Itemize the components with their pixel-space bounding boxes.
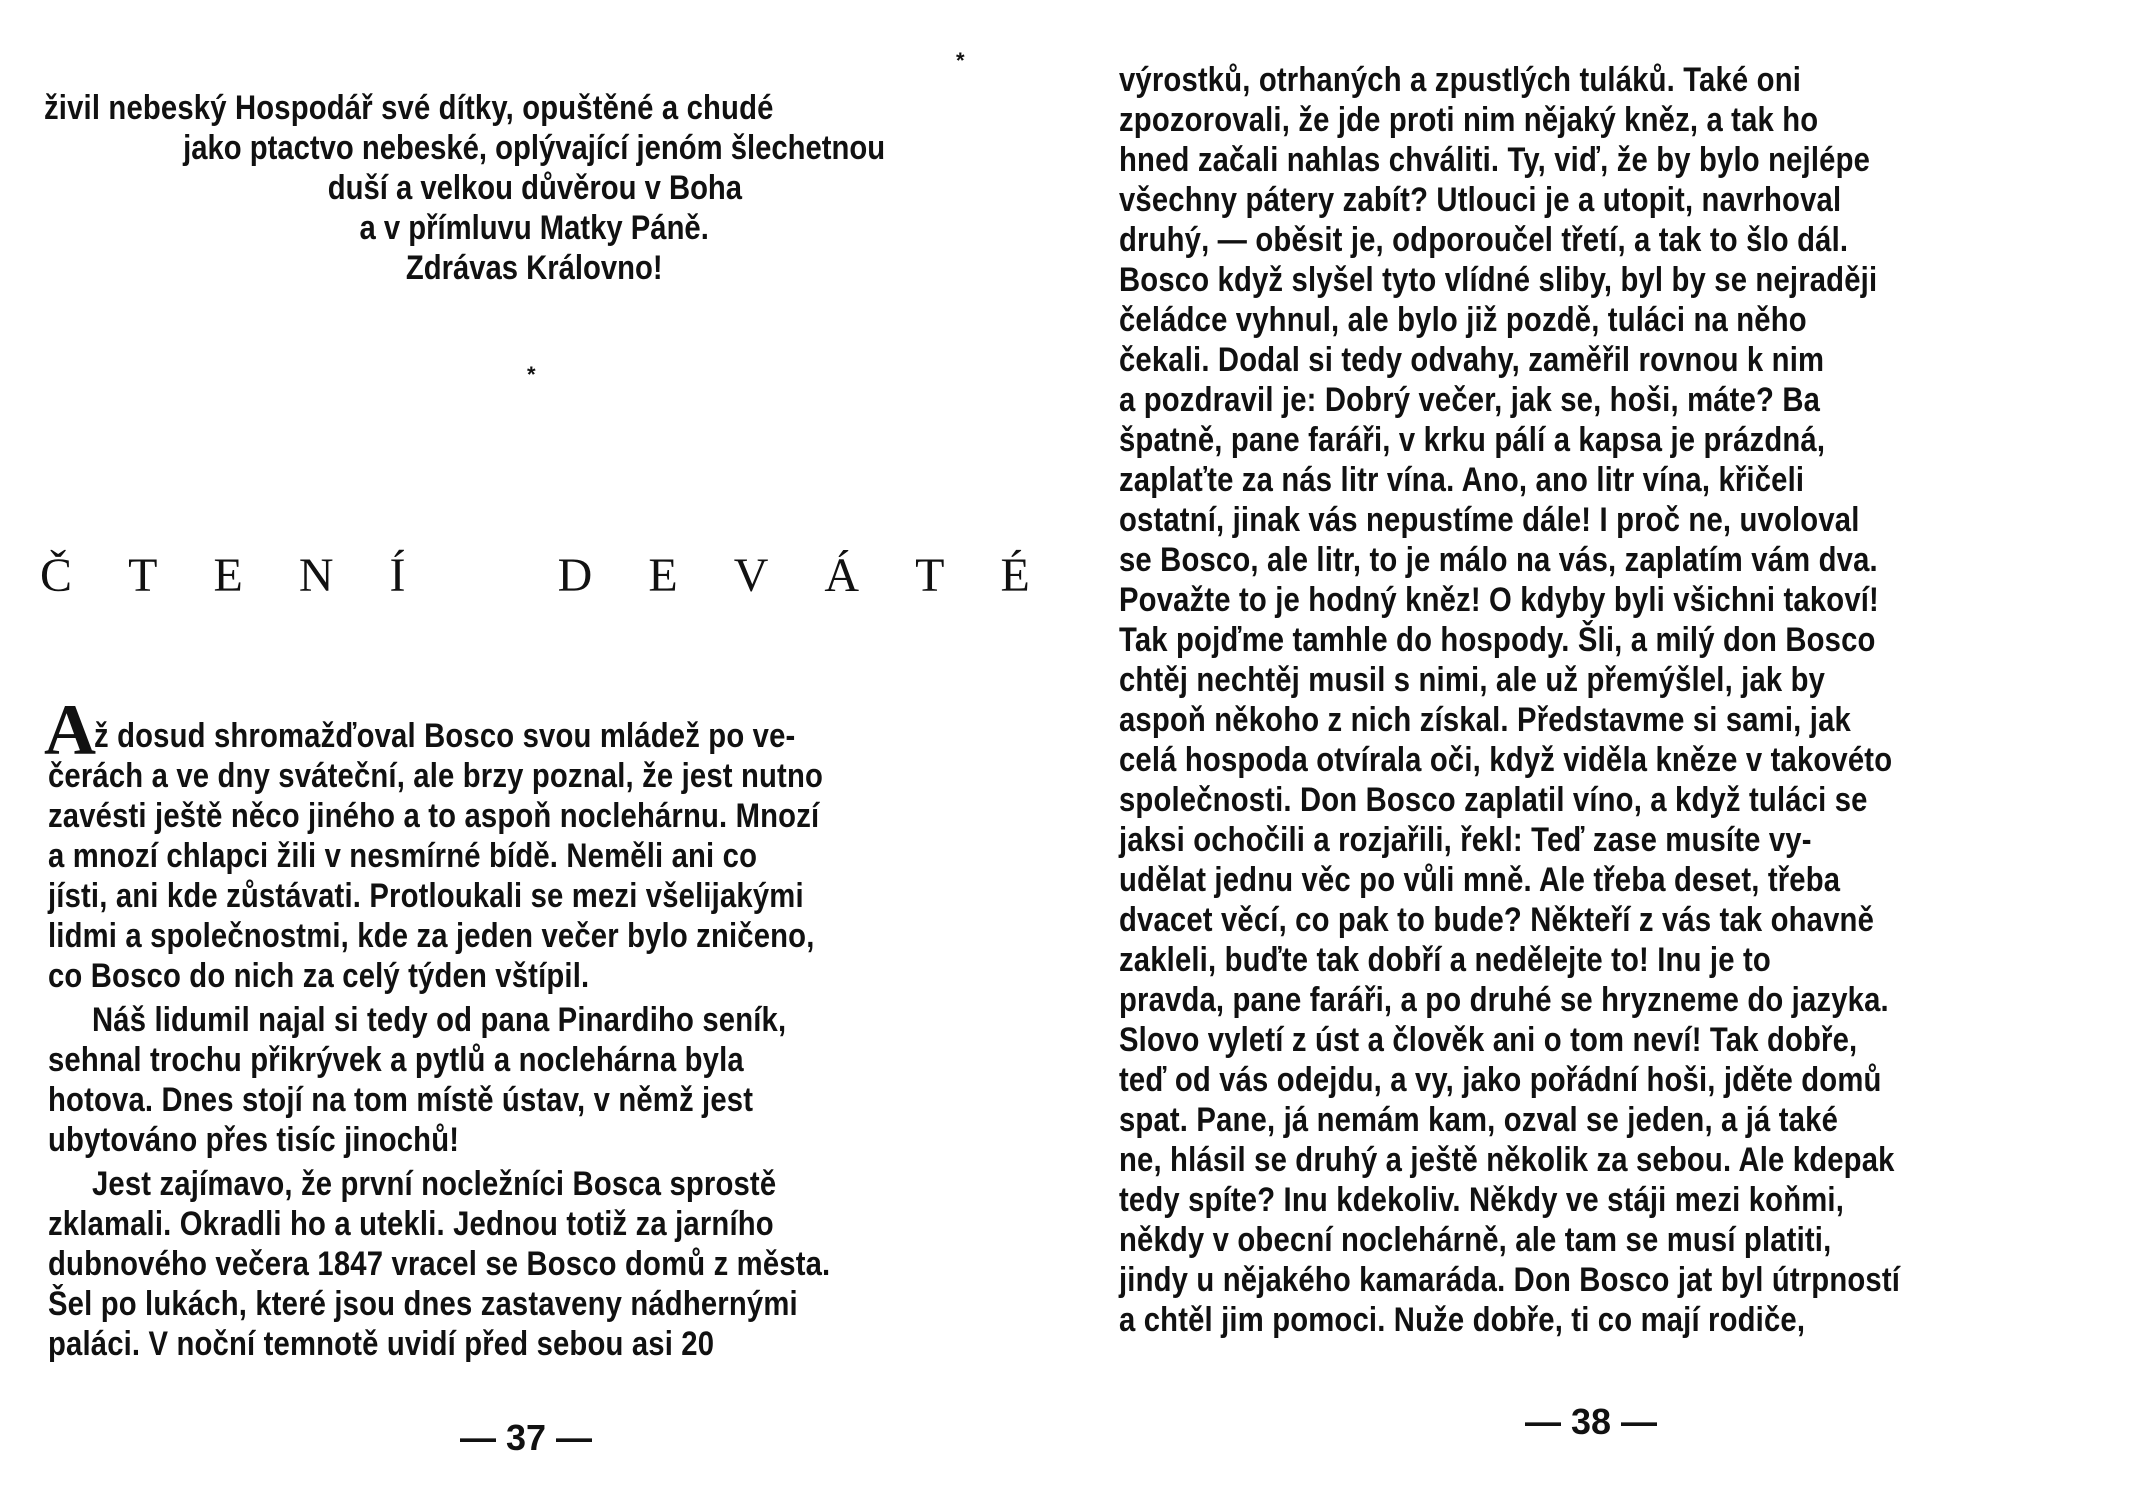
section-separator: *	[527, 362, 536, 387]
body-line: Bosco když slyšel tyto vlídné sliby, byl by se nejraději	[1119, 261, 1878, 299]
chapter-title-letter: N	[298, 549, 334, 602]
body-line: špatně, pane faráři, v krku pálí a kapsa je prázdná,	[1119, 421, 1826, 459]
intro-line: jako ptactvo nebeské, oplývající jenóm šlechetnou	[183, 129, 886, 167]
chapter-title-letter: V	[733, 549, 769, 602]
intro-line: živil nebeský Hospodář své dítky, opuštěné a chudé	[44, 89, 774, 127]
top-mark: *	[956, 48, 965, 73]
chapter-title-letter: É	[1000, 549, 1030, 602]
body-line: sehnal trochu přikrývek a pytlů a noclehárna byla	[48, 1041, 744, 1079]
intro-line: Zdrávas Královno!	[406, 249, 663, 287]
body-line: ostatní, jinak vás nepustíme dále! I proč ne, uvoloval	[1119, 501, 1860, 539]
body-line: všechny pátery zabít? Utlouci je a utopit, navrhoval	[1119, 181, 1842, 219]
body-line: jísti, ani kde zůstávati. Protloukali se mezi všelijakými	[48, 877, 804, 915]
page-number: — 38 —	[1525, 1401, 1658, 1442]
body-line: druhý, — oběsit je, odporoučel třetí, a tak to šlo dál.	[1119, 221, 1849, 259]
body-line: a pozdravil je: Dobrý večer, jak se, hoši, máte? Ba	[1119, 381, 1821, 419]
body-line: dubnového večera 1847 vracel se Bosco domů z města.	[48, 1245, 831, 1283]
body-line: zakleli, buďte tak dobří a nedělejte to! Inu je to	[1119, 941, 1771, 979]
chapter-title-letter: T	[915, 549, 945, 602]
body-line: se Bosco, ale litr, to je málo na vás, zaplatím vám dva.	[1119, 541, 1878, 579]
body-line: čekali. Dodal si tedy odvahy, zaměřil rovnou k nim	[1119, 341, 1825, 379]
intro-line: a v přímluvu Matky Páně.	[359, 209, 710, 247]
chapter-title-letter: D	[557, 549, 593, 602]
page-number: — 37 —	[460, 1417, 593, 1458]
chapter-title-letter: T	[128, 549, 158, 602]
body-line: lidmi a společnostmi, kde za jeden večer bylo zničeno,	[48, 917, 815, 955]
intro-line: duší a velkou důvěrou v Boha	[327, 169, 742, 207]
body-line: zavésti ještě něco jiného a to aspoň noclehárnu. Mnozí	[48, 797, 820, 835]
body-line: pravda, pane faráři, a po druhé se hryzneme do jazyka.	[1119, 981, 1889, 1019]
body-line: dvacet věcí, co pak to bude? Někteří z vás tak ohavně	[1119, 901, 1875, 939]
body-line: Šel po lukách, které jsou dnes zastaveny nádhernými	[48, 1285, 798, 1323]
body-line: hned začali nahlas chváliti. Ty, viď, že by bylo nejlépe	[1119, 141, 1871, 179]
chapter-title-letter: E	[648, 549, 678, 602]
body-line: paláci. V noční temnotě uvidí před sebou asi 20	[48, 1325, 715, 1363]
chapter-title-letter: Í	[389, 549, 406, 602]
chapter-title-letter: E	[213, 549, 243, 602]
body-line: celá hospoda otvírala oči, když viděla kněze v takovéto	[1119, 741, 1893, 779]
body-line: zklamali. Okradli ho a utekli. Jednou totiž za jarního	[48, 1205, 774, 1243]
body-line: Tak pojďme tamhle do hospody. Šli, a milý don Bosco	[1119, 621, 1876, 659]
body-line: chtěj nechtěj musil s nimi, ale už přemýšlel, jak by	[1119, 661, 1826, 699]
body-line: hotova. Dnes stojí na tom místě ústav, v němž jest	[48, 1081, 754, 1119]
body-line: někdy v obecní noclehárně, ale tam se musí platiti,	[1119, 1221, 1832, 1259]
body-line: udělat jednu věc po vůli mně. Ale třeba deset, třeba	[1119, 861, 1841, 899]
body-line: výrostků, otrhaných a zpustlých tuláků. Také oni	[1119, 61, 1802, 99]
chapter-title-gap	[462, 548, 502, 604]
chapter-title-letter: Á	[824, 549, 860, 602]
body-line: Náš lidumil najal si tedy od pana Pinardiho seník,	[92, 1001, 787, 1039]
body-line: zaplaťte za nás litr vína. Ano, ano litr vína, křičeli	[1119, 461, 1805, 499]
body-line: tedy spíte? Inu kdekoliv. Někdy ve stáji mezi koňmi,	[1119, 1181, 1845, 1219]
body-line: teď od vás odejdu, a vy, jako pořádní hoši, jděte domů	[1119, 1061, 1882, 1099]
chapter-title-letter: Č	[40, 549, 73, 602]
body-line: ž dosud shromažďoval Bosco svou mládež po ve-	[94, 717, 796, 755]
drop-cap: A	[44, 690, 96, 770]
body-line: jindy u nějakého kamaráda. Don Bosco jat byl útrpností	[1119, 1261, 1901, 1299]
body-line: aspoň někoho z nich získal. Představme si sami, jak	[1119, 701, 1851, 739]
right-page	[1069, 0, 2138, 1500]
body-line: Považte to je hodný kněz! O kdyby byli všichni takoví!	[1119, 581, 1879, 619]
body-line: čeládce vyhnul, ale bylo již pozdě, tuláci na něho	[1119, 301, 1807, 339]
body-line: ubytováno přes tisíc jinochů!	[48, 1121, 460, 1159]
chapter-title	[40, 548, 1030, 604]
body-line: spat. Pane, já nemám kam, ozval se jeden, a já také	[1119, 1101, 1839, 1139]
body-line: ne, hlásil se druhý a ještě několik za sebou. Ale kdepak	[1119, 1141, 1895, 1179]
body-line: Jest zajímavo, že první nocležníci Bosca sprostě	[92, 1165, 777, 1203]
body-line: společnosti. Don Bosco zaplatil víno, a když tuláci se	[1119, 781, 1868, 819]
body-line: a mnozí chlapci žili v nesmírné bídě. Neměli ani co	[48, 837, 758, 875]
body-line: zpozorovali, že jde proti nim nějaký kněz, a tak ho	[1119, 101, 1819, 139]
body-line: co Bosco do nich za celý týden vštípil.	[48, 957, 590, 995]
body-line: Slovo vyletí z úst a člověk ani o tom neví! Tak dobře,	[1119, 1021, 1858, 1059]
body-line: jaksi ochočili a rozjařili, řekl: Teď zase musíte vy-	[1119, 821, 1812, 859]
body-line: a chtěl jim pomoci. Nuže dobře, ti co mají rodiče,	[1119, 1301, 1806, 1339]
body-line: čerách a ve dny sváteční, ale brzy poznal, že jest nutno	[48, 757, 824, 795]
